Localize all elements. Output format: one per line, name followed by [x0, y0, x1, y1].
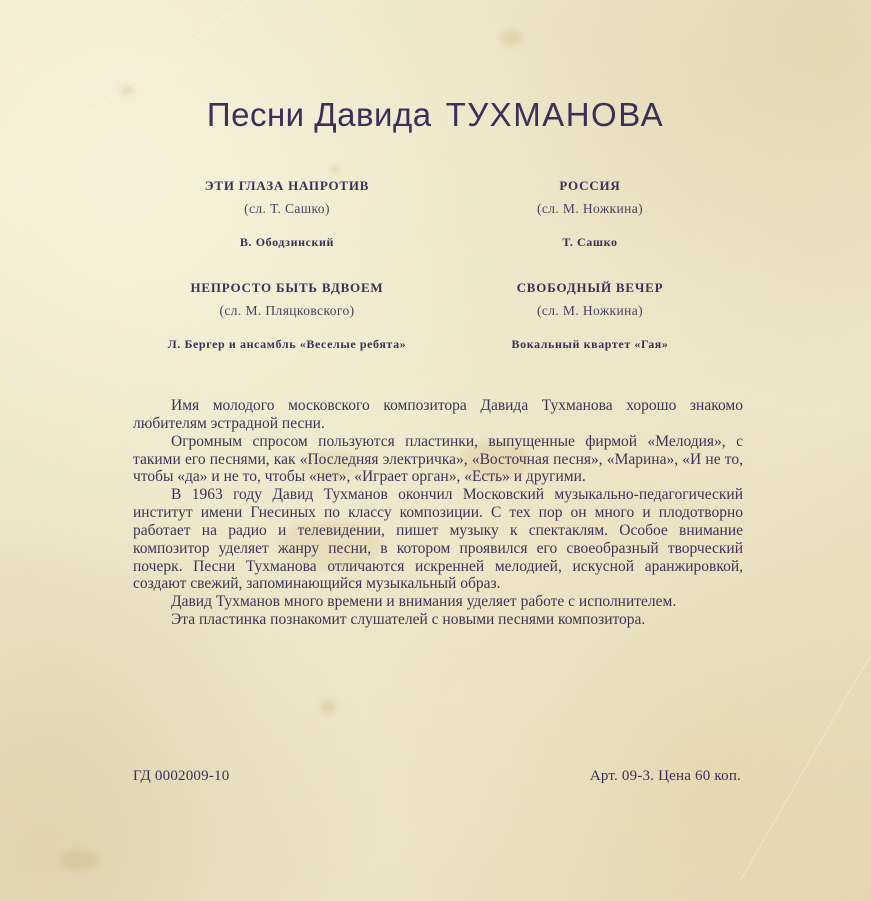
- liner-paragraph: Эта пластинка познакомит слушателей с новыми песнями композитора.: [171, 611, 646, 629]
- song-title: НЕПРОСТО БЫТЬ ВДВОЕМ: [190, 280, 384, 295]
- song-lyricist: (сл. М. Ножкина): [536, 201, 644, 216]
- song-performer: Т. Сашко: [562, 235, 618, 249]
- song-entry: [430, 176, 750, 252]
- song-lyricist: (сл. М. Ножкина): [536, 303, 644, 318]
- paper-stain: [120, 85, 134, 95]
- song-performer: Вокальный квартет «Гая»: [511, 337, 669, 351]
- song-entry: [127, 176, 447, 252]
- song-entry: [430, 278, 750, 354]
- song-entry: [127, 278, 447, 354]
- title-surname: ТУХМАНОВА: [445, 96, 665, 133]
- liner-paragraph: Огромным спросом пользуются пластинки, выпущенные фирмой «Мелодия», с такими его песнями, как «Последняя электричка», «Восточная песня», «Марина», «И не то, чтобы «да» и не то, чтобы «нет», «Играет орган», «Есть» и другими.: [133, 432, 743, 486]
- song-title: ЭТИ ГЛАЗА НАПРОТИВ: [204, 178, 370, 193]
- paper-stain: [330, 165, 340, 173]
- song-title: СВОБОДНЫЙ ВЕЧЕР: [516, 280, 664, 295]
- paper-stain: [320, 700, 336, 714]
- song-lyricist: (сл. М. Пляцковского): [219, 303, 355, 318]
- paper-stain: [60, 850, 100, 870]
- song-performer: В. Ободзинский: [239, 235, 335, 249]
- liner-notes: [133, 397, 743, 629]
- song-title: РОССИЯ: [559, 178, 621, 193]
- paper-stain: [500, 30, 522, 46]
- paper-crease: [740, 655, 871, 881]
- song-performer: Л. Бергер и ансамбль «Веселые ребята»: [167, 337, 407, 351]
- liner-paragraph: В 1963 году Давид Тухманов окончил Московский музыкально-педагогический институт имени Гнесиных по классу композиции. С тех пор он много и плодотворно работает на радио и телевидении, пишет музыку к спектаклям. Особое внимание композитор уделяет жанру песни, в котором проявился его своеобразный творческий почерк. Песни Тухманова отличаются искренней мелодией, искусной аранжировкой, создают свежий, запоминающийся музыкальный образ.: [133, 486, 743, 593]
- sleeve-title: [0, 96, 871, 134]
- liner-paragraph: Давид Тухманов много времени и внимания уделяет работе с исполнителем.: [171, 593, 677, 611]
- title-prefix: Песни Давида: [206, 96, 432, 133]
- liner-paragraph: Имя молодого московского композитора Давида Тухманова хорошо знакомо любителям эстрадной песни.: [133, 397, 743, 432]
- catalog-number: ГД 0002009-10: [133, 768, 230, 784]
- price-label: Арт. 09-3. Цена 60 коп.: [589, 768, 741, 784]
- paper-crease: [20, 0, 266, 161]
- song-lyricist: (сл. Т. Сашко): [244, 201, 330, 216]
